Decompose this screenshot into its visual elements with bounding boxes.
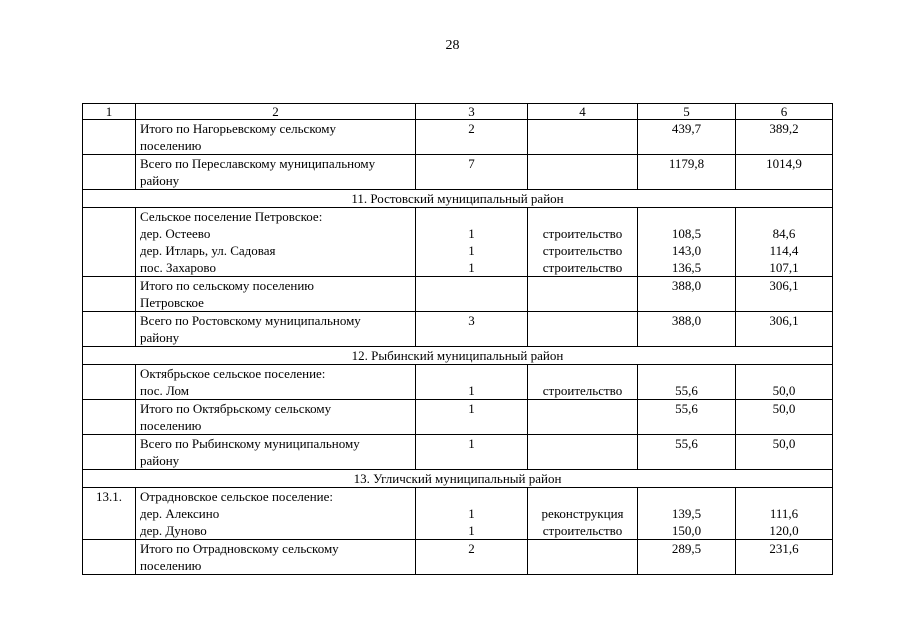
section-title: 13. Угличский муниципальный район [83, 470, 833, 488]
table-row [83, 365, 833, 400]
settlement-name [136, 400, 416, 435]
object-count [416, 365, 528, 400]
table-row [83, 155, 833, 190]
value-col5-line: 289,5 [671, 541, 702, 556]
settlement-name-line: Всего по Ростовскому муниципальному [140, 313, 361, 328]
object-count-line: 1 [468, 226, 475, 241]
value-col6-line [740, 208, 828, 225]
work-type [528, 155, 638, 190]
table-row [83, 312, 833, 347]
value-col6-line: 50,0 [772, 401, 796, 416]
work-type-line: строительство [542, 260, 623, 275]
table-row [83, 277, 833, 312]
header-cell: 1 [83, 104, 136, 120]
header-cell: 4 [528, 104, 638, 120]
settlement-name-line: Итого по Нагорьевскому сельскому [140, 121, 336, 136]
value-col5 [638, 120, 736, 155]
funding-table [82, 103, 833, 575]
value-col5-line [642, 488, 731, 505]
work-type [528, 277, 638, 312]
row-number [83, 208, 136, 277]
value-col6 [736, 400, 833, 435]
table-row [83, 435, 833, 470]
value-col5-line: 55,6 [675, 436, 698, 451]
settlement-name-line: дер. Итларь, ул. Садовая [140, 243, 276, 258]
table-row [83, 488, 833, 540]
value-col6-line: 231,6 [769, 541, 799, 556]
settlement-name-line: Петровское [140, 295, 204, 310]
header-cell: 3 [416, 104, 528, 120]
object-count [416, 312, 528, 347]
value-col5-line: 439,7 [671, 121, 702, 136]
object-count-line: 1 [468, 260, 475, 275]
value-col5 [638, 277, 736, 312]
settlement-name-line: Итого по Отрадновскому сельскому [140, 541, 339, 556]
settlement-name [136, 435, 416, 470]
settlement-name-line: пос. Захарово [140, 260, 216, 275]
value-col6 [736, 277, 833, 312]
settlement-name [136, 312, 416, 347]
value-col6 [736, 488, 833, 540]
value-col6-line: 389,2 [769, 121, 799, 136]
object-count-line: 7 [468, 156, 475, 171]
value-col5-line: 150,0 [671, 523, 702, 538]
work-type-line [532, 208, 633, 225]
section-row [83, 347, 833, 365]
work-type [528, 365, 638, 400]
row-number [83, 120, 136, 155]
section-title: 12. Рыбинский муниципальный район [83, 347, 833, 365]
object-count-line [420, 208, 523, 225]
row-number [83, 155, 136, 190]
value-col5-line [642, 365, 731, 382]
value-col5 [638, 365, 736, 400]
value-col6-line: 84,6 [772, 226, 796, 241]
header-cell: 2 [136, 104, 416, 120]
settlement-name-line: дер. Остеево [140, 226, 211, 241]
object-count-line: 3 [468, 313, 475, 328]
value-col6 [736, 120, 833, 155]
work-type-line [532, 365, 633, 382]
value-col6 [736, 435, 833, 470]
settlement-name [136, 120, 416, 155]
value-col6 [736, 365, 833, 400]
page-number: 28 [445, 38, 460, 53]
settlement-name-line: дер. Алексино [140, 506, 220, 521]
work-type [528, 488, 638, 540]
table-row [83, 208, 833, 277]
row-number [83, 435, 136, 470]
settlement-name-line: району [140, 453, 180, 468]
value-col6 [736, 540, 833, 575]
object-count-line: 1 [468, 523, 475, 538]
object-count-line: 1 [468, 243, 475, 258]
settlement-name-line: поселению [140, 558, 202, 573]
settlement-name-line: Итого по Октябрьскому сельскому [140, 401, 332, 416]
settlement-name [136, 155, 416, 190]
section-title: 11. Ростовский муниципальный район [83, 190, 833, 208]
value-col6 [736, 155, 833, 190]
value-col6-line: 107,1 [769, 260, 799, 275]
settlement-name-line: району [140, 173, 180, 188]
settlement-name [136, 540, 416, 575]
value-col6-line: 50,0 [772, 383, 796, 398]
work-type-line [532, 155, 633, 172]
work-type-line: реконструкция [541, 506, 624, 521]
object-count-line: 1 [468, 401, 475, 416]
section-row [83, 190, 833, 208]
value-col5 [638, 540, 736, 575]
work-type [528, 540, 638, 575]
value-col6 [736, 208, 833, 277]
object-count-line: 1 [468, 506, 475, 521]
value-col5 [638, 312, 736, 347]
value-col5-line: 136,5 [671, 260, 702, 275]
settlement-name-line: Октябрьское сельское поселение: [140, 366, 326, 381]
value-col5-line [642, 208, 731, 225]
object-count [416, 120, 528, 155]
value-col5-line: 55,6 [675, 401, 698, 416]
settlement-name-line: Итого по сельскому поселению [140, 278, 314, 293]
work-type-line: строительство [542, 383, 623, 398]
row-number [83, 540, 136, 575]
settlement-name [136, 488, 416, 540]
object-count [416, 208, 528, 277]
value-col6-line: 306,1 [769, 313, 799, 328]
value-col5 [638, 488, 736, 540]
header-row [83, 104, 833, 120]
work-type-line: строительство [542, 226, 623, 241]
object-count [416, 155, 528, 190]
header-cell: 6 [736, 104, 833, 120]
row-number [83, 277, 136, 312]
object-count [416, 540, 528, 575]
row-number [83, 312, 136, 347]
value-col5-line: 388,0 [671, 278, 702, 293]
row-number [83, 365, 136, 400]
object-count-line: 1 [468, 436, 475, 451]
settlement-name [136, 365, 416, 400]
value-col5-line: 143,0 [671, 243, 702, 258]
value-col5-line: 139,5 [671, 506, 702, 521]
table-row [83, 540, 833, 575]
settlement-name-line: району [140, 330, 180, 345]
settlement-name-line: поселению [140, 418, 202, 433]
work-type-line: строительство [542, 523, 623, 538]
work-type [528, 400, 638, 435]
object-count-line [420, 365, 523, 382]
value-col6-line: 306,1 [769, 278, 799, 293]
settlement-name-line: Всего по Рыбинскому муниципальному [140, 436, 360, 451]
work-type [528, 435, 638, 470]
settlement-name [136, 277, 416, 312]
object-count-line: 1 [468, 383, 475, 398]
work-type-line [532, 120, 633, 137]
settlement-name-line: пос. Лом [140, 383, 190, 398]
settlement-name-line: Сельское поселение Петровское: [140, 209, 323, 224]
object-count-line [420, 488, 523, 505]
settlement-name-line: Отрадновское сельское поселение: [140, 489, 333, 504]
value-col6-line: 1014,9 [766, 156, 802, 171]
work-type-line [532, 312, 633, 329]
object-count-line: 2 [468, 541, 475, 556]
header-cell: 5 [638, 104, 736, 120]
value-col6-line: 114,4 [769, 243, 799, 258]
table-row [83, 120, 833, 155]
value-col5 [638, 400, 736, 435]
row-number: 13.1. [83, 488, 136, 540]
section-row [83, 470, 833, 488]
row-number [83, 400, 136, 435]
work-type-line [532, 488, 633, 505]
work-type [528, 120, 638, 155]
object-count [416, 488, 528, 540]
settlement-name [136, 208, 416, 277]
settlement-name-line: поселению [140, 138, 202, 153]
work-type-line [532, 277, 633, 294]
object-count-line: 2 [468, 121, 475, 136]
value-col5-line: 388,0 [671, 313, 702, 328]
value-col6-line: 111,6 [769, 506, 799, 521]
object-count [416, 400, 528, 435]
object-count-line [420, 277, 523, 294]
table-row [83, 400, 833, 435]
settlement-name-line: Всего по Переславскому муниципальному [140, 156, 376, 171]
value-col5 [638, 155, 736, 190]
work-type-line [532, 435, 633, 452]
settlement-name-line: дер. Дуново [140, 523, 207, 538]
value-col5-line: 1179,8 [668, 156, 705, 171]
work-type [528, 208, 638, 277]
value-col5 [638, 208, 736, 277]
object-count [416, 435, 528, 470]
value-col6-line: 50,0 [772, 436, 796, 451]
value-col6 [736, 312, 833, 347]
work-type [528, 312, 638, 347]
value-col6-line [740, 488, 828, 505]
value-col6-line [740, 365, 828, 382]
value-col5-line: 55,6 [675, 383, 698, 398]
work-type-line: строительство [542, 243, 623, 258]
value-col6-line: 120,0 [769, 523, 799, 538]
value-col5-line: 108,5 [671, 226, 702, 241]
work-type-line [532, 400, 633, 417]
work-type-line [532, 540, 633, 557]
object-count [416, 277, 528, 312]
value-col5 [638, 435, 736, 470]
